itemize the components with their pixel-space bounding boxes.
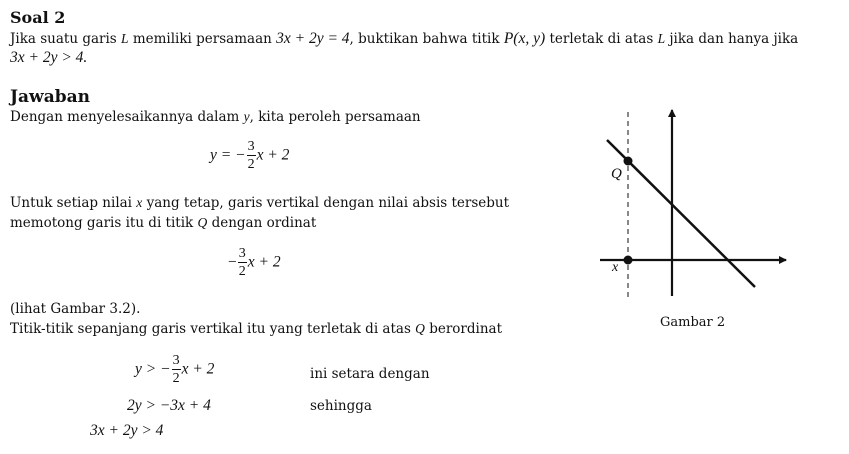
paragraph-3: [10, 321, 502, 337]
inequality-2-note: sehingga: [310, 398, 372, 414]
var-Q: Q: [197, 215, 208, 230]
text-run: memiliki persamaan: [128, 31, 277, 47]
eq-left: y = −: [210, 146, 246, 164]
answer-intro: [10, 109, 421, 125]
var-x: x: [136, 195, 143, 210]
fraction: [172, 354, 181, 386]
numerator: 3: [247, 139, 255, 154]
text-run: , buktikan bahwa titik: [349, 31, 504, 47]
denominator: 2: [238, 264, 246, 279]
eq-right: x + 2: [247, 253, 281, 271]
fraction: [247, 140, 256, 172]
problem-heading: Soal 2: [10, 8, 66, 27]
equation-1: [210, 140, 289, 172]
denominator: 2: [172, 371, 180, 386]
text-run: Titik-titik sepanjang garis vertikal itu yang terletak di atas: [10, 321, 416, 337]
label-Q: Q: [611, 166, 622, 182]
answer-heading: Jawaban: [10, 87, 90, 107]
text-run: memotong garis itu di titik: [10, 215, 198, 231]
text-run: Jika suatu garis: [10, 31, 122, 47]
var-Q: Q: [415, 321, 425, 336]
figure-reference: (lihat Gambar 3.2).: [10, 301, 141, 317]
inequality-3: 3x + 2y > 4: [90, 422, 164, 439]
inequality-1-note: ini setara dengan: [310, 366, 430, 382]
text-run: , kita peroleh persamaan: [249, 109, 421, 125]
equation-line: 3x + 2y = 4: [276, 30, 350, 47]
var-y: y: [243, 109, 250, 124]
eq-right: x + 2: [181, 360, 215, 378]
paragraph-2-line-1: [10, 195, 509, 211]
eq-right: x + 2: [256, 146, 290, 164]
point-Q: [624, 157, 633, 166]
text-run: jika dan hanya jika: [665, 31, 799, 47]
problem-line-1: [10, 30, 798, 48]
eq-left: y > −: [135, 360, 171, 378]
text-run: yang tetap, garis vertikal dengan nilai absis tersebut: [142, 195, 510, 211]
problem-line-2: 3x + 2y > 4.: [10, 49, 88, 66]
var-L: L: [657, 31, 666, 46]
fraction: [238, 247, 247, 279]
text-run: terletak di atas: [545, 31, 658, 47]
text-run: Untuk setiap nilai: [10, 195, 137, 211]
text-run: Dengan menyelesaikannya dalam: [10, 109, 244, 125]
figure-graph: [590, 100, 800, 305]
denominator: 2: [247, 157, 255, 172]
inequality-1: [135, 354, 214, 386]
point-x: [624, 256, 633, 265]
text-run: dengan ordinat: [207, 215, 317, 231]
figure-caption: Gambar 2: [660, 315, 726, 330]
numerator: 3: [238, 246, 246, 261]
inequality-2: 2y > −3x + 4: [127, 397, 211, 414]
point-P: P(x, y): [503, 30, 546, 47]
text-run: berordinat: [424, 321, 503, 337]
numerator: 3: [172, 353, 180, 368]
var-L: L: [121, 31, 129, 46]
label-x: x: [612, 260, 619, 275]
equation-2: [228, 247, 281, 279]
paragraph-2-line-2: [10, 215, 316, 231]
eq-left: −: [228, 253, 237, 271]
